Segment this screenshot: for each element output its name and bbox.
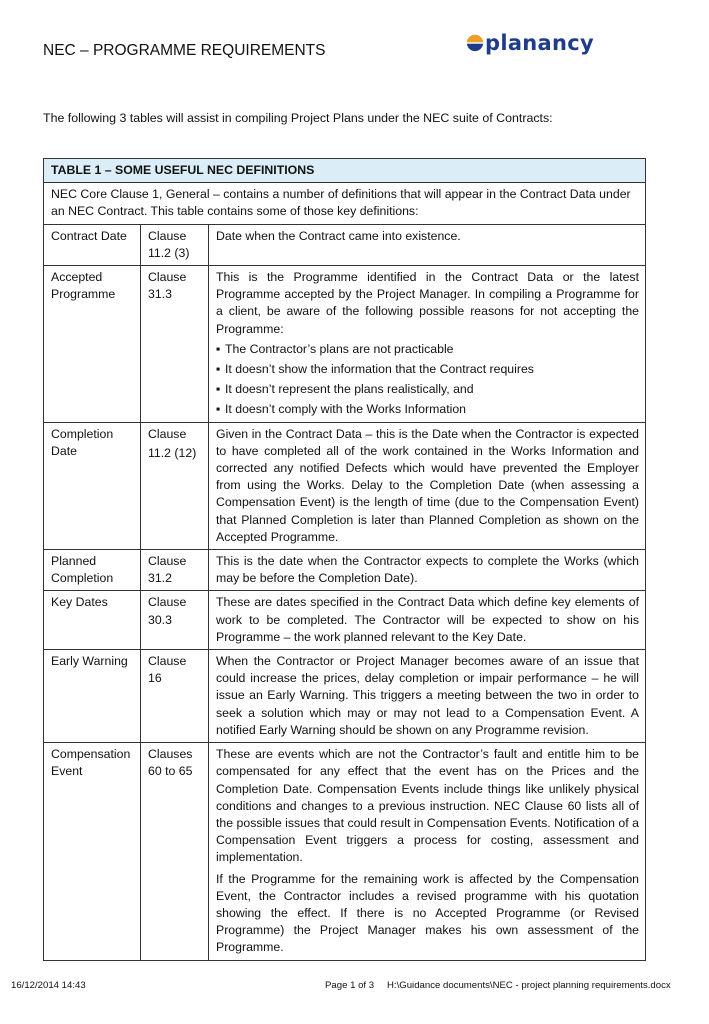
logo-wordmark: planancy [485, 31, 595, 55]
definitions-table [43, 158, 646, 961]
table-row [44, 224, 646, 265]
table-title-row [44, 159, 646, 183]
definition-text: This is the Programme identified in the Contract Data or the latest Programme accepted by the Project Manager. In compiling a Programme for a client, be aware of the following possible reasons for not accepting the Programme: [216, 270, 639, 336]
clause-cell: Clause 16 [141, 650, 209, 743]
footer-file-path: H:\Guidance documents\NEC - project planning requirements.docx [387, 980, 671, 991]
definition-cell: When the Contractor or Project Manager becomes aware of an issue that could increase the prices, delay completion or impair performance – he will issue an Early Warning. This triggers a meeting between the two in order to seek a solution which may or may not lead to a Compensation Event. A notified Early Warning should be shown on any Programme revision. [209, 650, 646, 743]
definition-cell: Date when the Contract came into existence. [209, 224, 646, 265]
bullet-item: ▪ It doesn’t represent the plans realistically, and [216, 382, 474, 397]
bullet-item: ▪ It doesn’t show the information that the Contract requires [216, 362, 534, 377]
definition-text: These are events which are not the Contractor’s fault and entitle him to be compensated for any effect that the event has on the Prices and the Completion Date. Compensation Events include things like unlikely physical conditions and changes to a previous instruction. NEC Clause 60 lists all of the possible issues that could result in Compensation Events. Notification of a Compensation Event triggers a process for costing, assessment and implementation. [216, 747, 639, 865]
definition-cell [209, 743, 646, 960]
clause-cell: Clause 31.2 [141, 550, 209, 591]
clause-cell: Clauses 60 to 65 [141, 743, 209, 960]
definition-cell: These are dates specified in the Contract Data which define key elements of work to be completed. The Contractor will be expected to show on his Programme – the work planned relevant to the Key Date. [209, 591, 646, 650]
term-cell: Planned Completion [44, 550, 141, 591]
globe-logo-icon [466, 34, 484, 52]
table-row [44, 422, 646, 549]
table-row [44, 550, 646, 591]
bullet-item: ▪ It doesn’t comply with the Works Information [216, 402, 467, 417]
clause-cell: Clause 30.3 [141, 591, 209, 650]
bullet-item: ▪ The Contractor’s plans are not practicable [216, 341, 454, 356]
term-cell: Completion Date [44, 422, 141, 549]
definition-cell: This is the date when the Contractor expects to complete the Works (which may be before the Completion Date). [209, 550, 646, 591]
page-title: NEC – PROGRAMME REQUIREMENTS [43, 42, 326, 59]
table-title: TABLE 1 – SOME USEFUL NEC DEFINITIONS [44, 159, 646, 183]
footer-timestamp: 16/12/2014 14:43 [11, 980, 86, 991]
definition-cell: Given in the Contract Data – this is the Date when the Contractor is expected to have completed all of the work contained in the Works Information and corrected any notified Defects which would have prevented the Employer from using the Works. Delay to the Completion Date (when assessing a Compensation Event) is the length of time (due to the Compensation Event) that Planned Completion is later than Planned Completion as shown on the Accepted Programme. [209, 422, 646, 549]
definition-text: If the Programme for the remaining work is affected by the Compensation Event, the Contractor includes a revised programme with his quotation showing the effect. If there is no Accepted Programme (or Revised Programme) the Project Manager makes his own assessment of the Programme. [216, 871, 639, 955]
table-row [44, 591, 646, 650]
term-cell: Compensation Event [44, 743, 141, 960]
footer-page-number: Page 1 of 3 [325, 980, 375, 991]
table-description-row [44, 183, 646, 224]
table-row [44, 743, 646, 960]
table-description: NEC Core Clause 1, General – contains a number of definitions that will appear in the Contract Data under an NEC Contract. This table contains some of those key definitions: [44, 183, 646, 224]
term-cell: Contract Date [44, 224, 141, 265]
definition-cell [209, 266, 646, 423]
table-row [44, 266, 646, 423]
term-cell: Key Dates [44, 591, 141, 650]
table-row [44, 650, 646, 743]
intro-text: The following 3 tables will assist in compiling Project Plans under the NEC suite of Contracts: [43, 111, 553, 125]
planancy-logo [466, 30, 594, 56]
clause-cell: Clause 31.3 [141, 266, 209, 423]
term-cell: Accepted Programme [44, 266, 141, 423]
clause-cell: Clause 11.2 (12) [141, 422, 209, 549]
clause-cell: Clause 11.2 (3) [141, 224, 209, 265]
term-cell: Early Warning [44, 650, 141, 743]
